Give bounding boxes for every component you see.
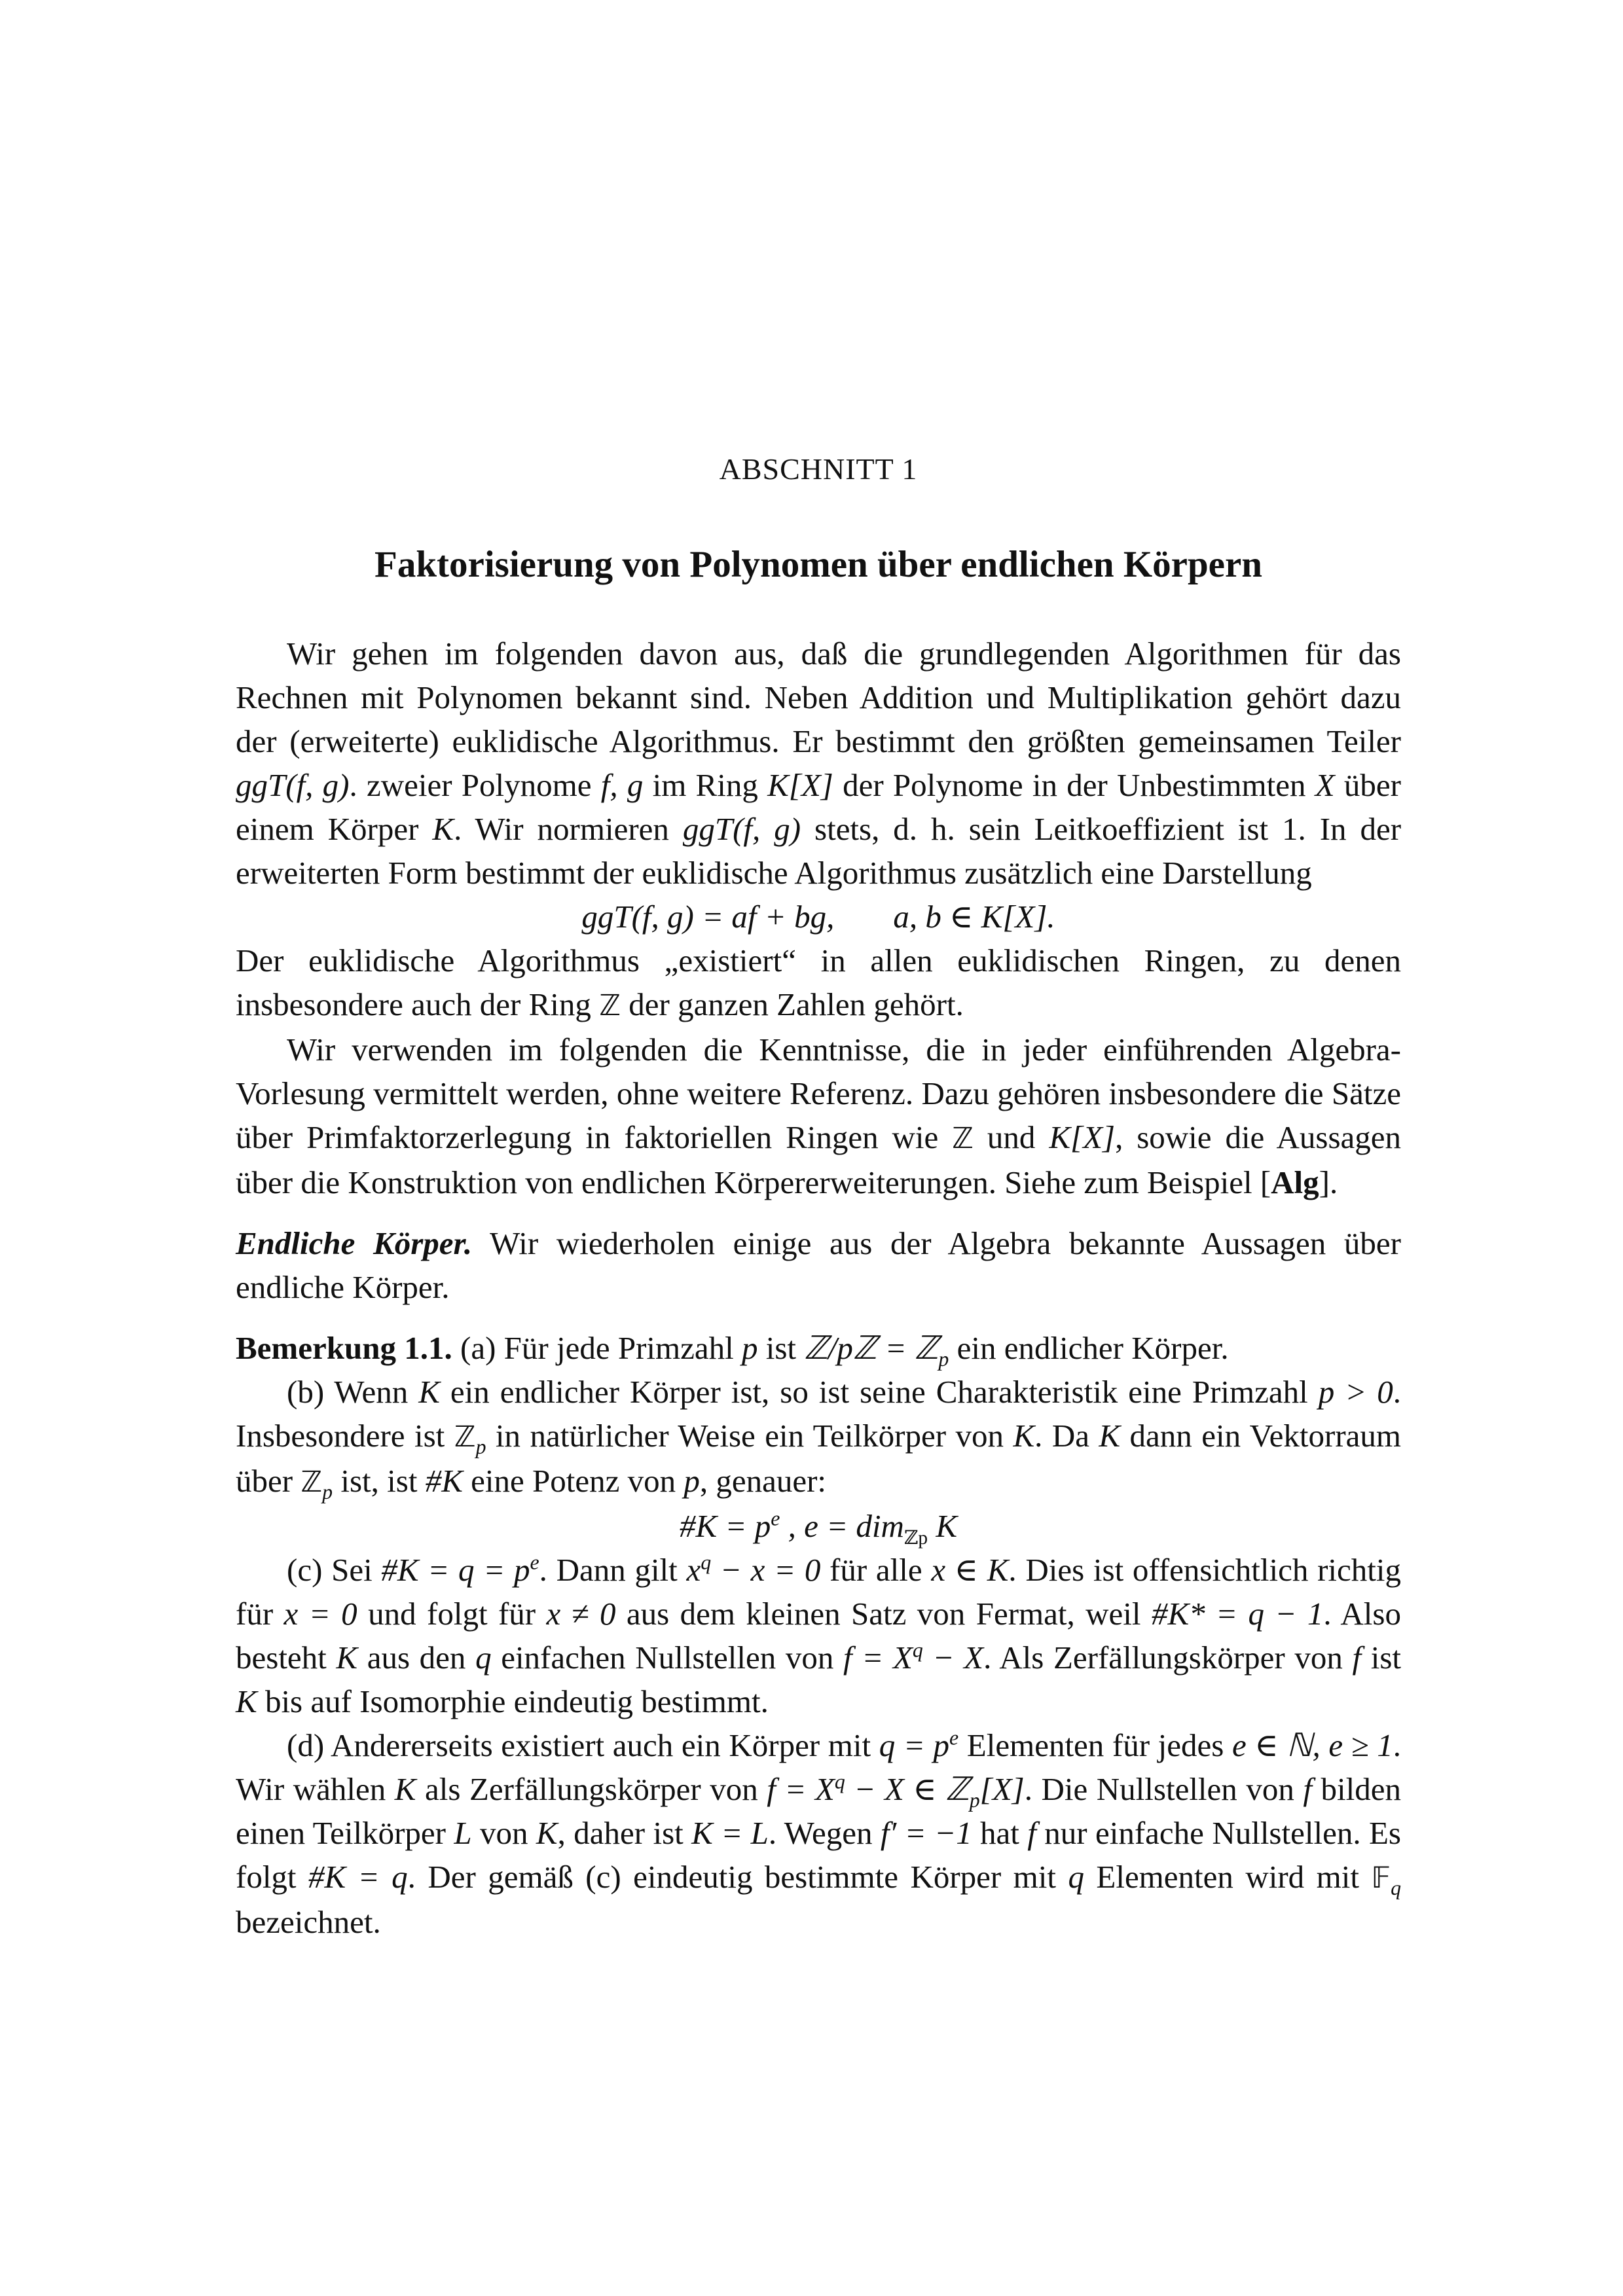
chapter-title: Faktorisierung von Polynomen über endlichen Körpern [374,544,1262,585]
display-formula-ggt: ggT(f, g) = af + bg, a, b ∈ K[X]. [581,899,1055,935]
bemerkung-label: Bemerkung 1.1. [236,1330,452,1366]
document-page [236,0,1401,2296]
display-formula-order: #K = $p^e$ , e = dim$_{ℤp}$ K [679,1507,958,1549]
section-label: ABSCHNITT 1 [719,452,918,486]
bemerkung-d: (d) Andererseits existiert auch ein Körper mit $q = p^e$ Elementen für jedes e ∈ ℕ, e ≥ 1. Wir wählen K als Zerfällungskörper von $f = X^q - X$ ∈ ℤ$_p$[X]. Die Nullstellen von f bilden einen Teilkörper L von K, daher ist K = L. Wegen f′ = −1 hat f nur einfache Nullstellen. Es folgt #K = q. Der gemäß (c) eindeutig bestimmte Körper mit q Elementen wird mit 𝔽$_q$ bezeichnet. [236,1726,1402,1940]
intro-paragraph-2: Der euklidische Algorithmus „existiert“ in allen euklidischen Ringen, zu denen insbesondere auch der Ring ℤ der ganzen Zahlen gehört. [236,942,1401,1022]
reference-alg: Alg [1271,1164,1319,1200]
bemerkung-c: (c) Sei #K = $q = p^e$. Dann gilt $x^q - x = 0$ für alle x ∈ K. Dies ist offensichtlich richtig für x = 0 und folgt für x ≠ 0 aus dem kleinen Satz von Fermat, weil #K* = q − 1. Also besteht K aus den q einfachen Nullstellen von $f = X^q - X$. Als Zerfällungskörper von f ist K bis auf Isomorphie eindeutig bestimmt. [236,1551,1402,1719]
intro-paragraph-3: Wir verwenden im folgenden die Kenntnisse, die in jeder einführenden Algebra-Vorlesung vermittelt werden, ohne weitere Referenz. Dazu gehören insbesondere die Sätze über Primfaktorzerlegung in faktoriellen Ringen wie ℤ und K[X], sowie die Aussagen über die Konstruktion von endlichen Körpererweiterungen. Siehe zum Beispiel [Alg]. [236,1031,1402,1200]
endliche-koerper-paragraph: Endliche Körper. Wir wiederholen einige aus der Algebra bekannte Aussagen über endliche Körper. [236,1225,1401,1305]
bemerkung-b: (b) Wenn K ein endlicher Körper ist, so ist seine Charakteristik eine Primzahl p > 0. Insbesondere ist ℤ$_p$ in natürlicher Weise ein Teilkörper von K. Da K dann ein Vektorraum über ℤ$_p$ ist, ist #K eine Potenz von p, genauer: [236,1374,1401,1503]
intro-paragraph-1: Wir gehen im folgenden davon aus, daß die grundlegenden Algorithmen für das Rechnen mit Polynomen bekannt sind. Neben Addition und Multiplikation gehört dazu der (erweiterte) euklidische Algorithmus. Er bestimmt den größten gemeinsamen Teiler ggT(f, g). zweier Polynome f, g im Ring K[X] der Polynome in der Unbestimmten X über einem Körper K. Wir normieren ggT(f, g) stets, d. h. sein Leitkoeffizient ist 1. In der erweiterten Form bestimmt der euklidische Algorithmus zusätzlich eine Darstellung [236,636,1402,891]
endliche-koerper-heading: Endliche Körper. [236,1225,473,1261]
bemerkung-a: Bemerkung 1.1. (a) Für jede Primzahl p ist ℤ/pℤ = ℤ$_p$ ein endlicher Körper. [236,1330,1229,1371]
body-text [236,632,1401,1944]
